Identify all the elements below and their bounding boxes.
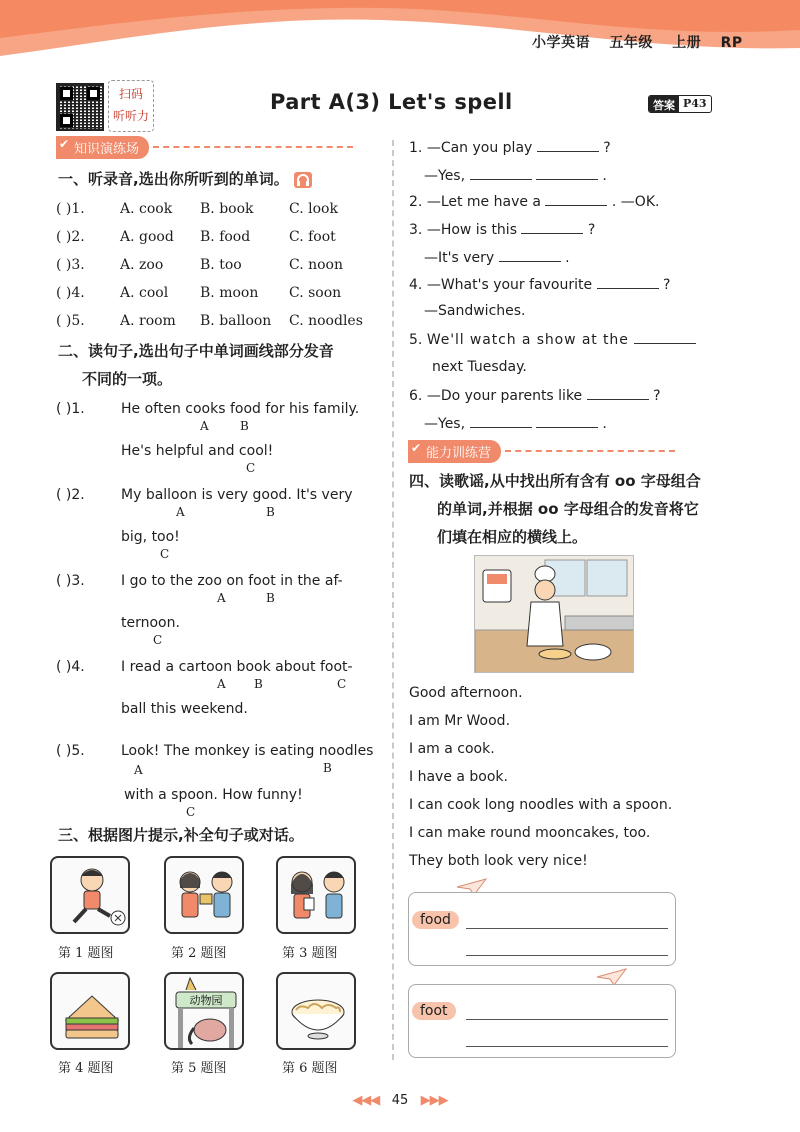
q2-item-3-num[interactable]: ( )3. — [56, 573, 85, 589]
q3-item-4-question: —What's your favourite — [426, 277, 597, 293]
footer-left-arrows: ◀◀◀ — [352, 1093, 380, 1108]
q2-item-5-line2: with a spoon. How funny! — [124, 787, 303, 803]
rhyme-line-5: I can cook long noodles with a spoon. — [409, 797, 673, 813]
foot-answer-line-1[interactable] — [466, 1019, 668, 1020]
caption-4: 第 4 题图 — [58, 1061, 114, 1076]
q2-heading-line1: 二、读句子,选出句子中单词画线部分发音 — [58, 342, 334, 360]
q4-heading-line1: 四、读歌谣,从中找出所有含有 oo 字母组合 — [409, 472, 701, 490]
page-number: 45 — [391, 1093, 409, 1108]
rhyme-line-3: I am a cook. — [409, 741, 495, 757]
q3-item-1-num: 1. — [409, 140, 423, 156]
q4-heading-line3: 们填在相应的横线上。 — [437, 528, 588, 546]
q1-heading-text: 一、听录音,选出你所听到的单词。 — [58, 170, 289, 188]
q2-item-2-mark-b: B — [266, 505, 275, 519]
q3-item-3 — [409, 220, 595, 239]
q3-item-3-end: ? — [587, 222, 596, 238]
q3-item-1-answer-end: . — [602, 168, 607, 184]
q3-item-1-question: —Can you play — [426, 140, 537, 156]
q2-item-4-mark-b: B — [254, 677, 263, 691]
q2-item-4-line2: ball this weekend. — [121, 701, 248, 717]
picture-4-sandwich — [50, 972, 130, 1050]
q1-item-2-option-c: C. foot — [289, 229, 336, 245]
q3-item-5-num: 5. — [409, 332, 423, 348]
q1-item-3-num[interactable]: ( )3. — [56, 257, 85, 273]
q2-item-2-mark-c: C — [160, 547, 170, 561]
q3-item-3-question: —How is this — [426, 222, 522, 238]
q2-item-4-mark-a: A — [217, 677, 226, 691]
q3-heading: 三、根据图片提示,补全句子或对话。 — [58, 826, 304, 844]
caption-2: 第 2 题图 — [171, 946, 227, 961]
rhyme-line-7: They both look very nice! — [409, 853, 588, 869]
q1-item-1-num[interactable]: ( )1. — [56, 201, 85, 217]
picture-1-soccer — [50, 856, 130, 934]
q3-item-4-num: 4. — [409, 277, 423, 293]
listen-text: 听听力 — [112, 109, 149, 123]
q3-item-4-answer: —Sandwiches. — [424, 303, 526, 319]
answer-badge[interactable] — [648, 95, 712, 113]
q3-item-6-answer-text: —Yes, — [424, 416, 470, 432]
zoo-sign-text: 动物园 — [189, 994, 223, 1007]
q3-item-3-blank[interactable] — [521, 220, 583, 234]
caption-6: 第 6 题图 — [282, 1061, 338, 1076]
food-answer-line-1[interactable] — [466, 928, 668, 929]
q2-item-1-mark-c: C — [246, 461, 256, 475]
q3-item-3-answer-text: —It's very — [424, 250, 499, 266]
q3-item-6 — [409, 386, 661, 405]
q3-item-1-answer-blank-1[interactable] — [470, 166, 532, 180]
q1-heading — [58, 170, 312, 188]
caption-1: 第 1 题图 — [58, 946, 114, 961]
q1-item-5-option-c: C. noodles — [289, 313, 363, 329]
q1-item-4-option-a: A. cool — [120, 285, 169, 301]
rhyme-line-2: I am Mr Wood. — [409, 713, 511, 729]
footer-right-arrows: ▶▶▶ — [420, 1093, 448, 1108]
book-series — [532, 32, 757, 52]
picture-2-friends — [164, 856, 244, 934]
q3-item-2-num: 2. — [409, 194, 423, 210]
q3-item-1-answer — [424, 166, 607, 185]
q3-item-1-blank[interactable] — [537, 138, 599, 152]
column-divider — [392, 140, 394, 1060]
rhyme-line-6: I can make round mooncakes, too. — [409, 825, 651, 841]
q1-item-3-option-a: A. zoo — [120, 257, 164, 273]
q1-item-2-option-a: A. good — [120, 229, 174, 245]
q3-item-1 — [409, 138, 611, 157]
q2-item-1-line1: He often cooks food for his family. — [121, 401, 360, 417]
q3-item-3-num: 3. — [409, 222, 423, 238]
q2-item-3-line2: ternoon. — [121, 615, 180, 631]
q3-item-3-answer-blank[interactable] — [499, 248, 561, 262]
q1-item-3-option-b: B. too — [200, 257, 242, 273]
q3-item-2-question: —Let me have a — [426, 194, 546, 210]
picture-3-dialogue — [276, 856, 356, 934]
ribbon-divider — [153, 146, 353, 148]
q3-item-6-blank[interactable] — [587, 386, 649, 400]
caption-5: 第 5 题图 — [171, 1061, 227, 1076]
q3-item-5-continued: next Tuesday. — [432, 359, 527, 375]
chef-illustration — [474, 555, 634, 673]
q3-item-2-blank[interactable] — [545, 192, 607, 206]
q1-item-1-option-c: C. look — [289, 201, 338, 217]
q4-heading-line2: 的单词,并根据 oo 字母组合的发音将它 — [437, 500, 699, 518]
q3-item-6-num: 6. — [409, 388, 423, 404]
q2-item-4-num[interactable]: ( )4. — [56, 659, 85, 675]
q3-item-4 — [409, 275, 670, 294]
answer-page: P43 — [683, 97, 707, 110]
q3-item-4-blank[interactable] — [597, 275, 659, 289]
write-box-foot-label: foot — [412, 1002, 456, 1020]
q2-item-1-num[interactable]: ( )1. — [56, 401, 85, 417]
q2-item-5-mark-a: A — [134, 763, 143, 777]
q2-item-4-mark-c: C — [337, 677, 347, 691]
q2-item-1-line2: He's helpful and cool! — [121, 443, 274, 459]
q2-item-2-num[interactable]: ( )2. — [56, 487, 85, 503]
q3-item-3-answer — [424, 248, 570, 267]
picture-5-zoo — [164, 972, 244, 1050]
qr-code-icon[interactable] — [56, 83, 104, 131]
series-subject: 小学英语 — [532, 35, 590, 51]
page-title: Part A(3) Let's spell — [270, 90, 513, 114]
q1-item-4-num[interactable]: ( )4. — [56, 285, 85, 301]
q2-item-3-mark-a: A — [217, 591, 226, 605]
q1-item-5-num[interactable]: ( )5. — [56, 313, 85, 329]
q2-item-3-mark-b: B — [266, 591, 275, 605]
section-ability-label: ✔ 能力训练营 — [408, 440, 501, 463]
q3-item-6-question: —Do your parents like — [426, 388, 587, 404]
series-edition: RP — [720, 35, 743, 51]
q3-item-6-answer-blank-1[interactable] — [470, 414, 532, 428]
q2-item-5-num[interactable]: ( )5. — [56, 743, 85, 759]
headphones-icon[interactable] — [294, 172, 312, 188]
caption-3: 第 3 题图 — [282, 946, 338, 961]
rhyme-line-1: Good afternoon. — [409, 685, 523, 701]
write-box-food-label: food — [412, 911, 459, 929]
food-answer-line-2[interactable] — [466, 955, 668, 956]
rhyme-line-4: I have a book. — [409, 769, 508, 785]
scan-listen-badge — [108, 80, 154, 132]
section-knowledge-label: ✔ 知识演练场 — [56, 136, 149, 159]
q2-item-1-mark-b: B — [240, 419, 249, 433]
answer-label: 答案 — [649, 96, 679, 112]
section-ribbon-ability — [408, 440, 675, 462]
q2-item-2-mark-a: A — [176, 505, 185, 519]
q1-item-5-option-a: A. room — [120, 313, 176, 329]
q3-item-6-answer — [424, 414, 607, 433]
page-footer — [0, 1093, 800, 1108]
q3-item-5-question: We'll watch a show at the — [426, 332, 635, 348]
q3-item-1-end: ? — [603, 140, 611, 156]
foot-answer-line-2[interactable] — [466, 1046, 668, 1047]
q3-item-3-answer-end: . — [565, 250, 570, 266]
q1-item-2-option-b: B. food — [200, 229, 251, 245]
q2-item-5-mark-b: B — [323, 761, 332, 775]
picture-6-noodles — [276, 972, 356, 1050]
scan-text: 扫码 — [118, 87, 143, 101]
q2-item-5-line1: Look! The monkey is eating noodles — [121, 743, 374, 759]
q2-heading-line2: 不同的一项。 — [82, 370, 173, 388]
q1-item-2-num[interactable]: ( )2. — [56, 229, 85, 245]
q3-item-2 — [409, 192, 659, 211]
q3-item-4-end: ? — [663, 277, 671, 293]
q2-item-3-line1: I go to the zoo on foot in the af- — [121, 573, 343, 589]
q2-item-3-mark-c: C — [153, 633, 163, 647]
series-grade: 五年级 — [609, 35, 653, 51]
q1-item-4-option-c: C. soon — [289, 285, 342, 301]
q3-item-5-blank[interactable] — [634, 330, 696, 344]
q2-item-2-line2: big, too! — [121, 529, 180, 545]
q3-item-1-answer-text: —Yes, — [424, 168, 470, 184]
q1-item-3-option-c: C. noon — [289, 257, 344, 273]
q3-item-5 — [409, 330, 696, 349]
q2-item-1-mark-a: A — [200, 419, 209, 433]
q2-item-5-mark-c: C — [186, 805, 196, 819]
q3-item-6-end: ? — [653, 388, 661, 404]
q1-item-4-option-b: B. moon — [200, 285, 259, 301]
q3-item-6-answer-end: . — [602, 416, 607, 432]
q3-item-1-answer-blank-2[interactable] — [536, 166, 598, 180]
q1-item-5-option-b: B. balloon — [200, 313, 272, 329]
q3-item-2-end: . —OK. — [611, 194, 660, 210]
q2-item-2-line1: My balloon is very good. It's very — [121, 487, 353, 503]
q1-item-1-option-a: A. cook — [120, 201, 173, 217]
q2-item-4-line1: I read a cartoon book about foot- — [121, 659, 353, 675]
q3-item-6-answer-blank-2[interactable] — [536, 414, 598, 428]
ribbon-divider — [505, 450, 675, 452]
section-ribbon-knowledge — [56, 136, 353, 158]
series-volume: 上册 — [672, 35, 702, 51]
q1-item-1-option-b: B. book — [200, 201, 254, 217]
